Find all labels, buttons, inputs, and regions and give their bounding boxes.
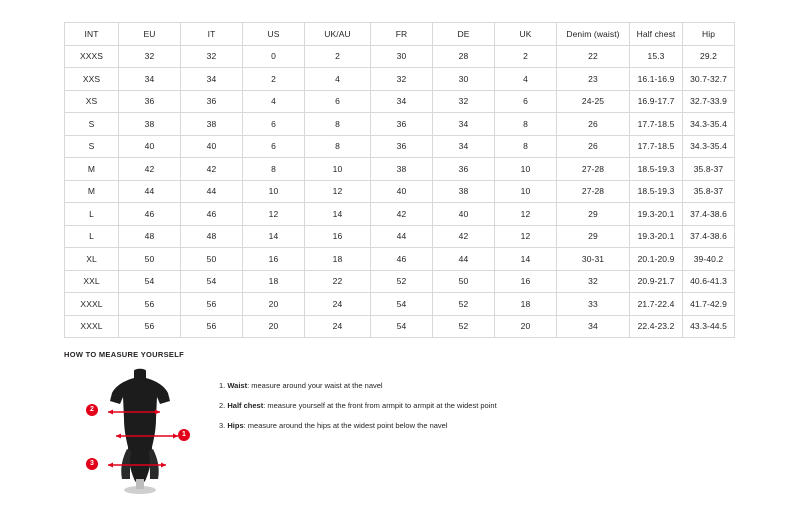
cell: 14	[495, 248, 557, 271]
cell: 34.3-35.4	[683, 135, 735, 158]
cell: 50	[119, 248, 181, 271]
cell: 2	[495, 45, 557, 68]
cell: 41.7-42.9	[683, 293, 735, 316]
cell: 34.3-35.4	[683, 113, 735, 136]
measure-note-term: Hips	[227, 421, 244, 430]
cell: XXXL	[65, 293, 119, 316]
cell: 18.5-19.3	[630, 158, 683, 181]
column-header-us: US	[243, 23, 305, 46]
mannequin-figure	[86, 367, 201, 497]
column-header-half-chest: Half chest	[630, 23, 683, 46]
cell: 24	[305, 315, 371, 338]
cell: 14	[305, 203, 371, 226]
cell: 6	[305, 90, 371, 113]
cell: 52	[371, 270, 433, 293]
table-row	[65, 68, 735, 91]
cell: M	[65, 180, 119, 203]
cell: 32	[119, 45, 181, 68]
cell: XS	[65, 90, 119, 113]
table-row	[65, 113, 735, 136]
cell: 29.2	[683, 45, 735, 68]
cell: 44	[119, 180, 181, 203]
cell: 54	[371, 293, 433, 316]
cell: 43.3-44.5	[683, 315, 735, 338]
cell: 34	[557, 315, 630, 338]
cell: L	[65, 225, 119, 248]
cell: 19.3-20.1	[630, 225, 683, 248]
cell: 44	[371, 225, 433, 248]
column-header-denim-waist: Denim (waist)	[557, 23, 630, 46]
cell: 38	[181, 113, 243, 136]
cell: 34	[181, 68, 243, 91]
cell: 22	[305, 270, 371, 293]
cell: 36	[371, 135, 433, 158]
cell: S	[65, 113, 119, 136]
column-header-hip: Hip	[683, 23, 735, 46]
cell: L	[65, 203, 119, 226]
cell: 56	[119, 315, 181, 338]
cell: 48	[181, 225, 243, 248]
table-row	[65, 180, 735, 203]
measure-note-text: : measure around your waist at the navel	[247, 381, 383, 390]
cell: 22.4-23.2	[630, 315, 683, 338]
measure-marker-3: 3	[86, 458, 98, 470]
cell: 10	[495, 158, 557, 181]
size-conversion-table-container	[64, 22, 734, 338]
cell: 32.7-33.9	[683, 90, 735, 113]
cell: 26	[557, 113, 630, 136]
cell: 15.3	[630, 45, 683, 68]
cell: XL	[65, 248, 119, 271]
cell: 40	[119, 135, 181, 158]
cell: 8	[495, 135, 557, 158]
cell: 52	[433, 293, 495, 316]
how-to-measure-title: HOW TO MEASURE YOURSELF	[64, 350, 184, 359]
cell: 40	[433, 203, 495, 226]
table-row	[65, 158, 735, 181]
cell: 8	[305, 135, 371, 158]
cell: 16	[243, 248, 305, 271]
cell: 50	[181, 248, 243, 271]
cell: 4	[243, 90, 305, 113]
cell: 22	[557, 45, 630, 68]
cell: XXXL	[65, 315, 119, 338]
column-header-de: DE	[433, 23, 495, 46]
cell: 4	[495, 68, 557, 91]
measure-note-term: Waist	[227, 381, 248, 390]
measure-note-number: 1.	[219, 381, 226, 390]
cell: 30-31	[557, 248, 630, 271]
cell: 54	[371, 315, 433, 338]
cell: 18	[305, 248, 371, 271]
cell: 40	[371, 180, 433, 203]
cell: 20	[243, 293, 305, 316]
cell: 30	[433, 68, 495, 91]
cell: 27-28	[557, 180, 630, 203]
cell: 8	[243, 158, 305, 181]
cell: 54	[119, 270, 181, 293]
cell: 8	[305, 113, 371, 136]
cell: 20	[243, 315, 305, 338]
table-row	[65, 45, 735, 68]
cell: 34	[119, 68, 181, 91]
cell: 42	[181, 158, 243, 181]
cell: 20.9-21.7	[630, 270, 683, 293]
cell: 10	[243, 180, 305, 203]
cell: 46	[371, 248, 433, 271]
cell: 38	[433, 180, 495, 203]
column-header-int: INT	[65, 23, 119, 46]
cell: 32	[371, 68, 433, 91]
cell: 39-40.2	[683, 248, 735, 271]
cell: 44	[181, 180, 243, 203]
cell: 56	[119, 293, 181, 316]
cell: 32	[181, 45, 243, 68]
cell: 20.1-20.9	[630, 248, 683, 271]
cell: XXXS	[65, 45, 119, 68]
table-header-row	[65, 23, 735, 46]
cell: 35.8-37	[683, 158, 735, 181]
cell: 38	[371, 158, 433, 181]
cell: 4	[305, 68, 371, 91]
cell: 2	[305, 45, 371, 68]
cell: 18.5-19.3	[630, 180, 683, 203]
cell: M	[65, 158, 119, 181]
column-header-uk: UK	[495, 23, 557, 46]
cell: 21.7-22.4	[630, 293, 683, 316]
cell: 8	[495, 113, 557, 136]
cell: 24-25	[557, 90, 630, 113]
column-header-eu: EU	[119, 23, 181, 46]
cell: 52	[433, 315, 495, 338]
cell: 30.7-32.7	[683, 68, 735, 91]
cell: 37.4-38.6	[683, 225, 735, 248]
measure-note-waist	[219, 381, 497, 390]
cell: 56	[181, 315, 243, 338]
cell: 16	[495, 270, 557, 293]
cell: 42	[433, 225, 495, 248]
cell: 30	[371, 45, 433, 68]
table-row	[65, 90, 735, 113]
cell: 6	[243, 113, 305, 136]
column-header-uk-au: UK/AU	[305, 23, 371, 46]
cell: 36	[119, 90, 181, 113]
cell: S	[65, 135, 119, 158]
cell: 12	[495, 203, 557, 226]
table-row	[65, 248, 735, 271]
measure-note-text: : measure yourself at the front from armpit to armpit at the widest point	[263, 401, 497, 410]
cell: 29	[557, 203, 630, 226]
column-header-fr: FR	[371, 23, 433, 46]
cell: 46	[119, 203, 181, 226]
cell: 19.3-20.1	[630, 203, 683, 226]
how-to-measure-section	[64, 350, 764, 497]
cell: 32	[433, 90, 495, 113]
cell: 6	[495, 90, 557, 113]
cell: 44	[433, 248, 495, 271]
cell: 36	[433, 158, 495, 181]
cell: 40.6-41.3	[683, 270, 735, 293]
cell: 28	[433, 45, 495, 68]
cell: 27-28	[557, 158, 630, 181]
cell: 54	[181, 270, 243, 293]
cell: 0	[243, 45, 305, 68]
table-header	[65, 23, 735, 46]
measure-marker-2: 2	[86, 404, 98, 416]
cell: 12	[243, 203, 305, 226]
cell: 23	[557, 68, 630, 91]
cell: 34	[371, 90, 433, 113]
cell: 16.9-17.7	[630, 90, 683, 113]
size-conversion-table	[64, 22, 735, 338]
cell: 26	[557, 135, 630, 158]
table-body	[65, 45, 735, 338]
cell: 12	[495, 225, 557, 248]
column-header-it: IT	[181, 23, 243, 46]
table-row	[65, 270, 735, 293]
table-row	[65, 293, 735, 316]
cell: 12	[305, 180, 371, 203]
cell: 18	[495, 293, 557, 316]
cell: 16	[305, 225, 371, 248]
cell: 40	[181, 135, 243, 158]
how-to-measure-body	[64, 367, 764, 497]
cell: 34	[433, 113, 495, 136]
cell: 42	[371, 203, 433, 226]
cell: 14	[243, 225, 305, 248]
cell: 36	[181, 90, 243, 113]
table-row	[65, 203, 735, 226]
cell: 33	[557, 293, 630, 316]
measure-note-number: 3.	[219, 421, 226, 430]
cell: 38	[119, 113, 181, 136]
cell: 29	[557, 225, 630, 248]
cell: 42	[119, 158, 181, 181]
cell: 46	[181, 203, 243, 226]
cell: 37.4-38.6	[683, 203, 735, 226]
measure-marker-1: 1	[178, 429, 190, 441]
measure-note-text: : measure around the hips at the widest point below the navel	[243, 421, 448, 430]
cell: 32	[557, 270, 630, 293]
cell: 10	[495, 180, 557, 203]
cell: 6	[243, 135, 305, 158]
table-row	[65, 225, 735, 248]
measure-note-hips	[219, 421, 497, 430]
cell: XXS	[65, 68, 119, 91]
cell: 24	[305, 293, 371, 316]
cell: 16.1-16.9	[630, 68, 683, 91]
cell: 50	[433, 270, 495, 293]
measure-note-term: Half chest	[227, 401, 264, 410]
measure-note-half-chest	[219, 401, 497, 410]
cell: 34	[433, 135, 495, 158]
cell: 18	[243, 270, 305, 293]
cell: XXL	[65, 270, 119, 293]
cell: 56	[181, 293, 243, 316]
cell: 17.7-18.5	[630, 113, 683, 136]
table-row	[65, 315, 735, 338]
cell: 36	[371, 113, 433, 136]
cell: 20	[495, 315, 557, 338]
measure-notes	[219, 367, 497, 441]
cell: 2	[243, 68, 305, 91]
measure-note-number: 2.	[219, 401, 226, 410]
cell: 48	[119, 225, 181, 248]
cell: 10	[305, 158, 371, 181]
table-row	[65, 135, 735, 158]
cell: 35.8-37	[683, 180, 735, 203]
cell: 17.7-18.5	[630, 135, 683, 158]
